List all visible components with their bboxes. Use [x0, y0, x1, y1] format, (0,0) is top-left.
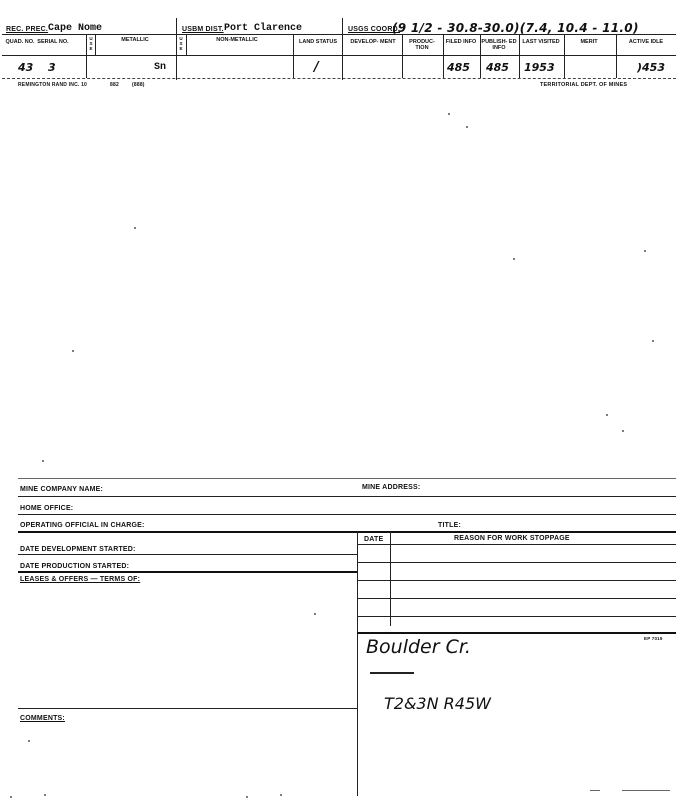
date-development-label: DATE DEVELOPMENT STARTED:	[20, 546, 136, 553]
stoppage-row3-line	[357, 598, 676, 599]
stoppage-row4-line	[357, 616, 676, 617]
comments-label: COMMENTS:	[20, 715, 65, 722]
mine-address-label: MINE ADDRESS:	[362, 484, 421, 491]
col-active-idle: ACTIVE IDLE	[628, 39, 664, 45]
form-code-label: EP 7015	[644, 636, 663, 641]
divider-metallic	[95, 34, 96, 55]
rec-prec-label: REC. PREC.	[6, 26, 49, 33]
speck	[622, 430, 624, 432]
speck	[466, 126, 468, 128]
divider-usgs	[342, 18, 343, 80]
handwritten-township: T2&3N R45W	[384, 694, 491, 713]
value-quad-no: 43	[18, 61, 34, 74]
operating-official-label: OPERATING OFFICIAL IN CHARGE:	[20, 522, 145, 529]
speck	[28, 740, 30, 742]
col-metallic: METALLIC	[121, 37, 149, 43]
speck	[44, 794, 46, 796]
divider-nonmetallic	[186, 34, 187, 55]
divider-land	[293, 34, 294, 78]
col-last-visited: LAST VISITED	[522, 39, 560, 45]
company-line	[18, 496, 676, 497]
col-merit: MERIT	[580, 39, 598, 45]
divider-row-use2	[176, 55, 177, 78]
stoppage-bottom-line	[357, 632, 676, 634]
form-top-line	[18, 478, 676, 479]
stoppage-row2-line	[357, 580, 676, 581]
date-production-label: DATE PRODUCTION STARTED:	[20, 563, 130, 570]
speck	[134, 227, 136, 229]
col-production: PRODUC- TION	[409, 39, 435, 51]
bottom-mark	[590, 790, 600, 791]
row-top-line	[2, 55, 676, 56]
title-label: TITLE:	[438, 522, 461, 529]
speck	[513, 258, 515, 260]
home-office-line	[18, 514, 676, 515]
leases-label: LEASES & OFFERS — TERMS OF:	[20, 576, 141, 583]
value-land-status: /	[314, 60, 319, 75]
speck	[652, 340, 654, 342]
col-development: DEVELOP- MENT	[350, 39, 396, 45]
speck	[72, 350, 74, 352]
col-quad-no: QUAD. NO.	[5, 39, 35, 45]
speck	[606, 414, 608, 416]
value-metallic: Sn	[154, 62, 167, 73]
usbm-dist-value: Port Clarence	[224, 23, 303, 34]
col-filed-info: FILED INFO	[445, 39, 477, 45]
value-published-info: 485	[486, 61, 509, 74]
usgs-coord-label: USGS COORD.	[348, 26, 400, 33]
divider-row-use1	[86, 55, 87, 78]
rec-prec-value: Cape Nome	[48, 23, 103, 34]
printer-label: REMINGTON RAND INC. 10	[18, 82, 88, 88]
code-label: 882	[110, 82, 119, 88]
home-office-label: HOME OFFICE:	[20, 505, 74, 512]
speck	[448, 113, 450, 115]
value-filed-info: 485	[447, 61, 470, 74]
col-serial-no: SERIAL NO.	[37, 39, 69, 45]
usbm-dist-label: USBM DIST.	[182, 26, 224, 33]
col-published-info: PUBLISH- ED INFO	[481, 39, 517, 51]
comments-top-line	[18, 708, 357, 709]
col-use1: U S E	[89, 36, 93, 51]
divider-active	[616, 34, 617, 78]
date-column-label: DATE	[364, 536, 384, 543]
value-serial-no: 3	[48, 61, 56, 74]
value-active-idle: )453	[637, 61, 665, 74]
handwritten-dash	[370, 672, 414, 674]
speck	[42, 460, 44, 462]
handwritten-creek: Boulder Cr.	[366, 636, 471, 658]
row-bottom-line	[2, 78, 676, 79]
col-non-metallic: NON-METALLIC	[216, 37, 258, 43]
official-line	[18, 531, 676, 533]
stoppage-row1-line	[357, 562, 676, 563]
date-col-divider	[390, 531, 391, 626]
col-land-status: LAND STATUS	[299, 39, 337, 45]
development-line	[18, 554, 357, 555]
reason-column-label: REASON FOR WORK STOPPAGE	[454, 535, 570, 542]
usgs-coord-value: (9 1/2 - 30.8-30.0)(7.4, 10.4 - 11.0)	[392, 21, 639, 35]
speck	[10, 796, 12, 798]
col-use2: U S E	[179, 36, 183, 51]
value-last-visited: 1953	[524, 61, 555, 74]
bottom-mark-2	[622, 790, 670, 791]
dept-label: TERRITORIAL DEPT. OF MINES	[540, 82, 628, 88]
stoppage-header-line	[357, 544, 676, 545]
speck	[280, 794, 282, 796]
speck	[644, 250, 646, 252]
production-line	[18, 571, 357, 573]
stoppage-divider	[357, 531, 358, 796]
code2-label: (888)	[132, 82, 145, 88]
speck	[314, 613, 316, 615]
speck	[246, 796, 248, 798]
mine-company-name-label: MINE COMPANY NAME:	[20, 486, 104, 493]
